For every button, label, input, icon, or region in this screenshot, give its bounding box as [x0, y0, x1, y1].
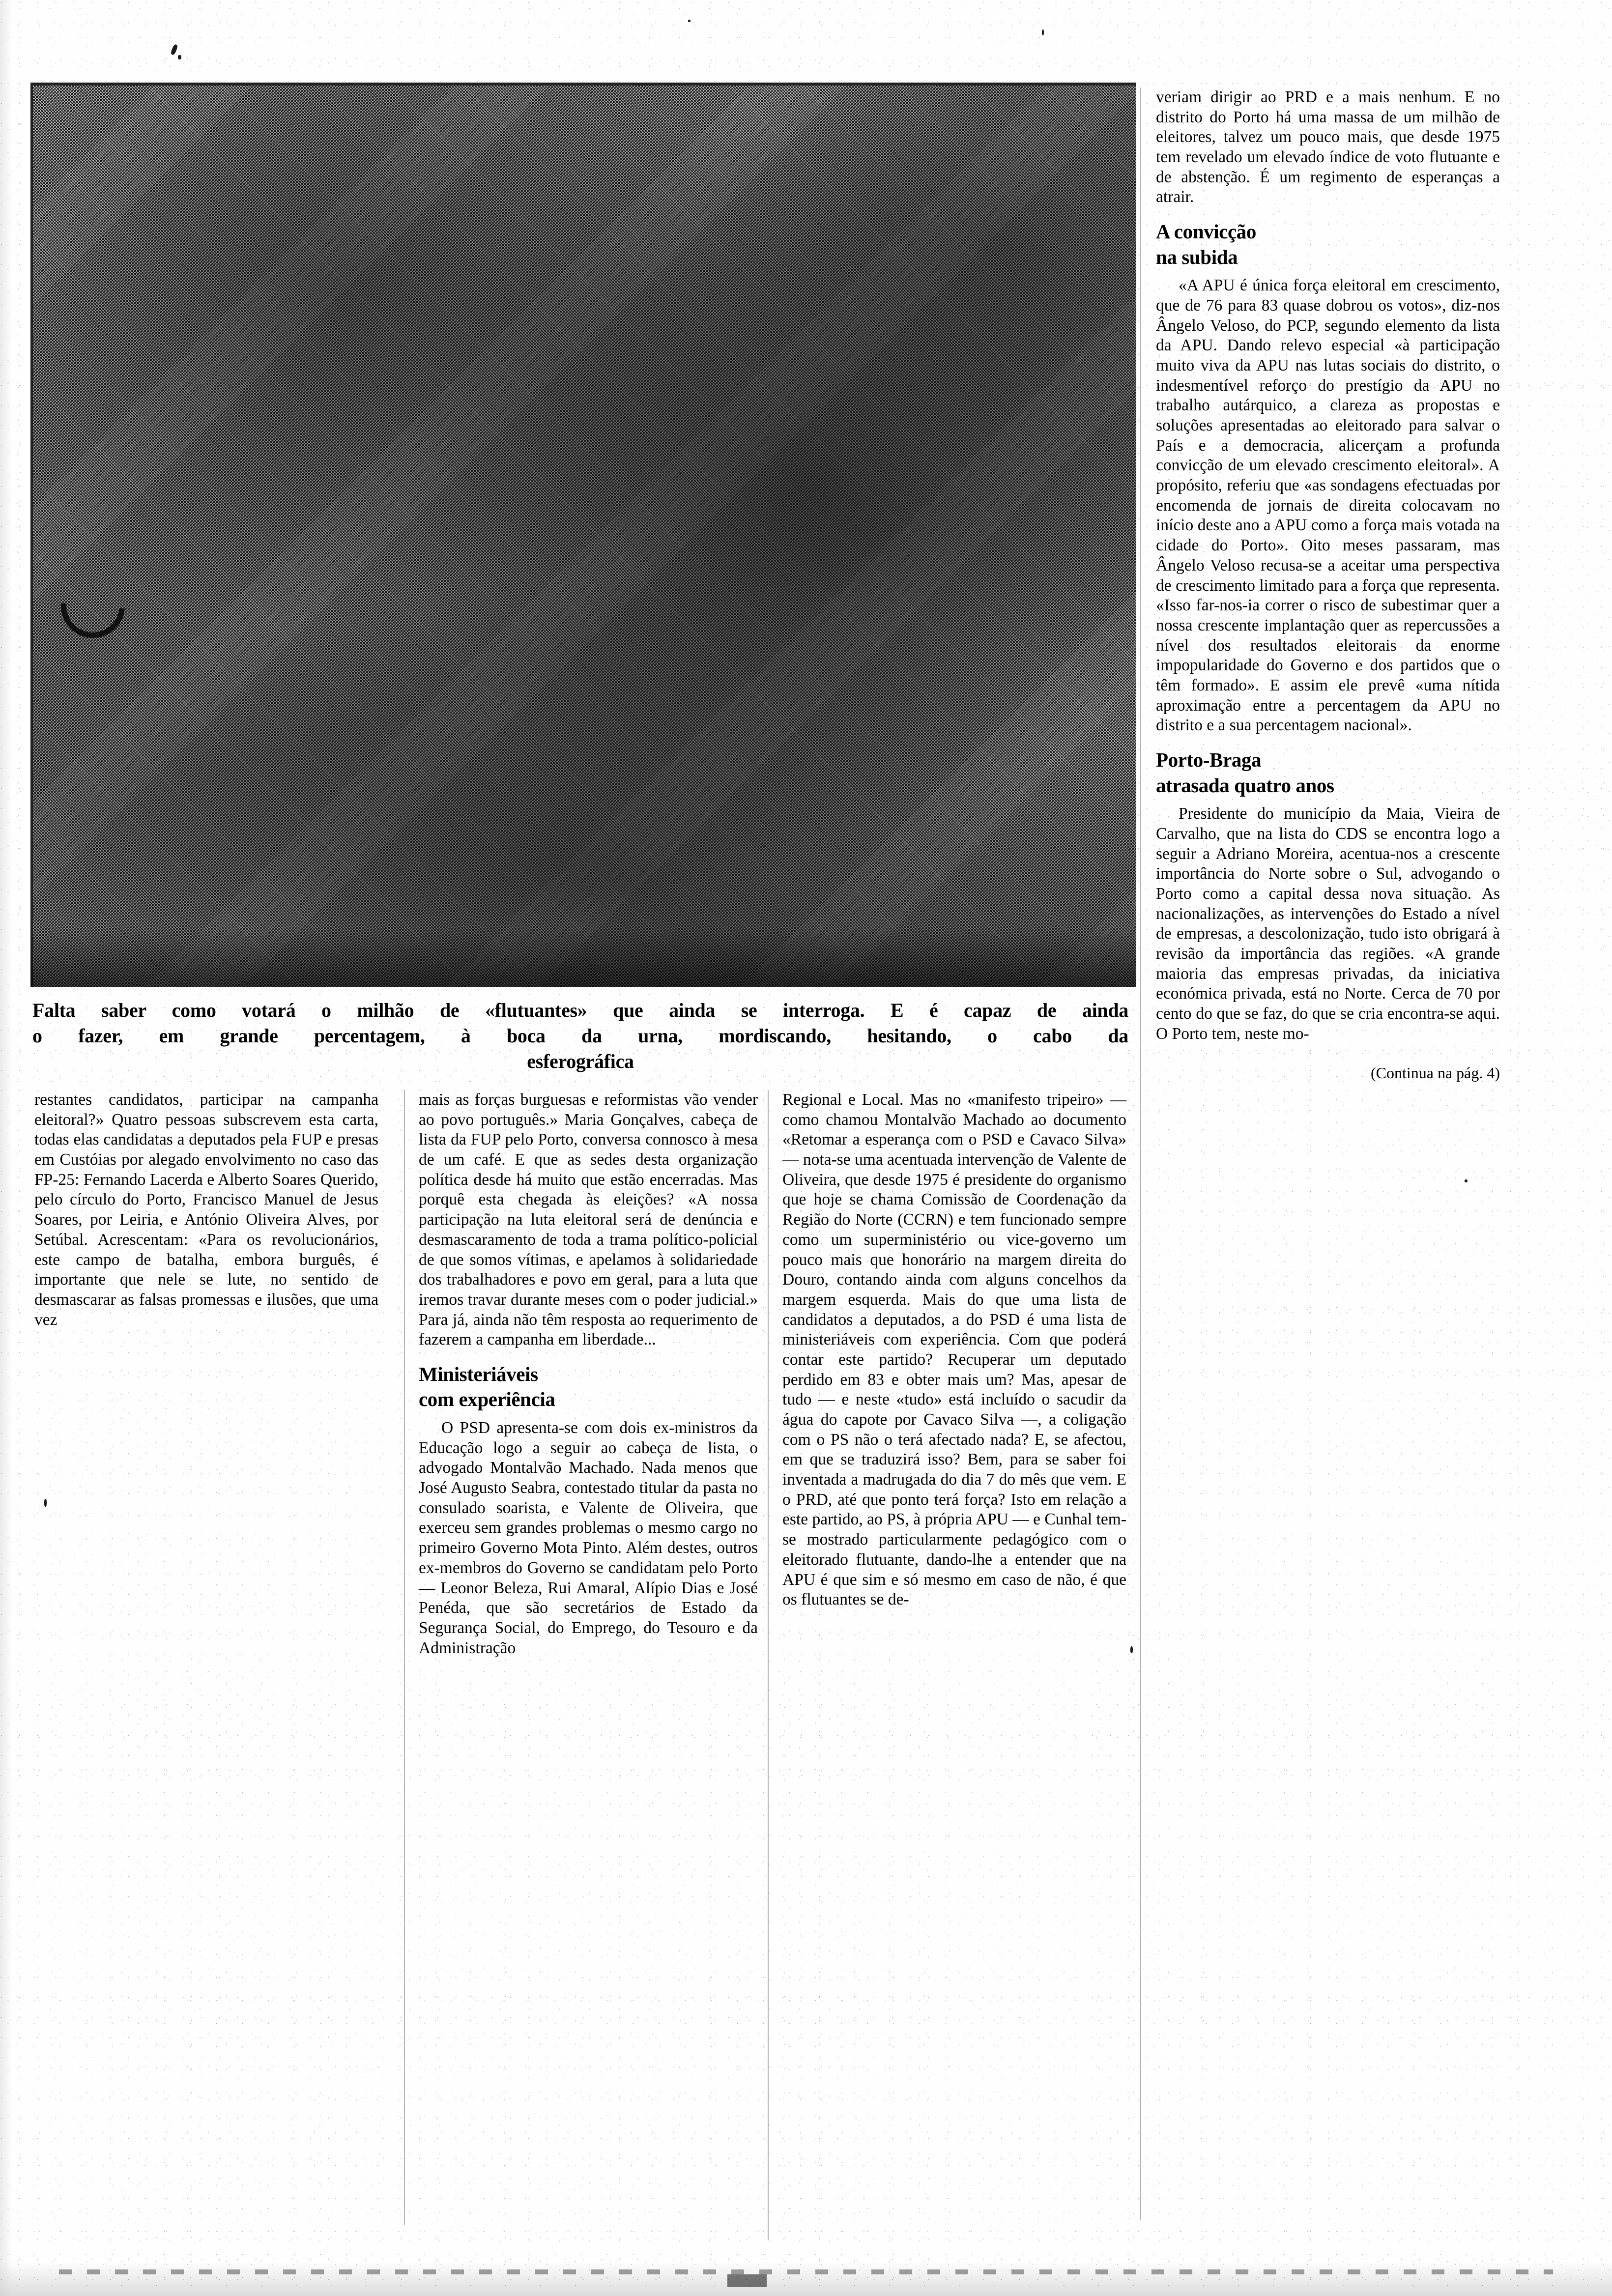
paragraph: restantes candidatos, participar na campanha eleitoral?» Quatro pessoas subscrevem esta carta, todas elas candidatas a deputados pela FUP e presas em Custóias por alegado envolvimento no caso das FP-25: Fernando Lacerda e Alberto Soares Querido, pelo círculo do Porto, Francisco Manuel de Jesus Soares, por Leiria, e António Oliveira Alves, por Setúbal. Acrescentam: «Para os revolucionários, este campo de batalha, embora burguês, é importante que nele se lute, no sentido de desmascarar as falsas promessas e ilusões, que uma vez	[34, 1091, 378, 1329]
subheading-porto-braga-line-1: Porto-Braga	[1156, 748, 1262, 772]
article-photo	[30, 83, 1136, 987]
subheading-ministeriaveis-line-2: com experiência	[419, 1388, 555, 1411]
halftone-photo-image	[30, 83, 1136, 987]
subheading-porto-braga-line-2: atrasada quatro anos	[1156, 774, 1334, 797]
paragraph: Presidente do município da Maia, Vieira de Carvalho, que na lista do CDS se encontra logo a seguir a Adriano Moreira, acentua-nos a crescente importância do Norte sobre o Sul, advogando o Porto como a capital dessa nova situação. As nacionalizações, as intervenções do Estado a nível de empresas, a descolonização, tudo isto obrigará à revisão da importância das regiões. «A grande maioria das empresas privadas, da iniciativa económica privada, está no Norte. Cerca de 70 por cento do que se faz, do que se cria encontra-se aqui. O Porto tem, neste mo-	[1156, 804, 1500, 1043]
column-divider	[1140, 87, 1141, 2220]
scan-bottom-scratch	[59, 2269, 1553, 2274]
text-column-2	[419, 1090, 758, 1658]
subheading-ministeriaveis-line-1: Ministeriáveis	[419, 1362, 538, 1385]
text-column-4	[1156, 87, 1500, 1083]
photo-caption-line-1: Falta saber como votará o milhão de «flutuantes» que ainda se interroga. E é capaz de ainda	[32, 999, 1128, 1021]
paragraph: mais as forças burguesas e reformistas vão vender ao povo português.» Maria Gonçalves, cabeça de lista da FUP pelo Porto, conversa connosco à mesa de um café. E que as sedes desta organização política desde há muito que estão encerradas. Mas porquê esta chegada às eleições? «A nossa participação na luta eleitoral será de denúncia e desmascaramento de toda a trama político-policial de que somos vítimas, e apelamos à solidariedade dos trabalhadores e povo em geral, para a luta que iremos travar durante meses com o poder judicial.» Para já, ainda não têm resposta ao requerimento de fazerem a campanha em liberdade...	[419, 1091, 758, 1349]
photo-lower-shadow	[30, 928, 1136, 987]
photo-caption-line-2: o fazer, em grande percentagem, à boca da urna, mordiscando, hesitando, o cabo da	[32, 1025, 1128, 1047]
photo-caption	[32, 998, 1128, 1074]
text-column-1	[34, 1090, 378, 1330]
subheading-a-conviccao-line-2: na subida	[1156, 245, 1238, 268]
paragraph: Regional e Local. Mas no «manifesto tripeiro» — como chamou Montalvão Machado ao documento «Retomar a esperança com o PSD e Cavaco Silva» — nota-se uma acentuada intervenção de Valente de Oliveira, que desde 1975 é presidente do organismo que hoje se chama Comissão de Coordenação da Região do Norte (CCRN) e tem funcionado sempre como um superministério ou vice-governo um pouco mais que honorário na margem direita do Douro, contando ainda com alguns concelhos da margem esquerda. Mais do que uma lista de candidatos a deputados, a do PSD é uma lista de ministeriáveis com experiência. Com que poderá contar este partido? Recuperar um deputado perdido em 83 e obter mais um? Mas, apesar de tudo — e neste «tudo» está incluído o sacudir da água do capote por Cavaco Silva —, a coligação com o PS não o terá afectado nada? E, se afectou, em que se traduzirá isso? Bem, para se saber foi inventada a madrugada do dia 7 do mês que vem. E o PRD, até que ponto terá força? Isto em relação a este partido, ao PS, à própria APU — e Cunhal tem-se mostrado particularmente pedagógico com o eleitorado flutuante, dando-lhe a entender que na APU é que sim e só mesmo em caso de não, é que os flutuantes se de-	[782, 1091, 1126, 1609]
scan-speck	[1042, 29, 1044, 35]
subheading-a-conviccao-line-1: A convicção	[1156, 220, 1256, 243]
scan-bottom-edge-shadow	[0, 2262, 1612, 2296]
scan-speck	[170, 44, 178, 56]
continuation-note: (Continua na pág. 4)	[1370, 1064, 1500, 1082]
paragraph: «A APU é única força eleitoral em crescimento, que de 76 para 83 quase dobrou os votos», diz-nos Ângelo Veloso, do PCP, segundo elemento da lista da APU. Dando relevo especial «à participação muito viva da APU nas lutas sociais do distrito, o indesmentível reforço do prestígio da APU no trabalho autárquico, a clareza as propostas e soluções apresentadas ao eleitorado para salvar o País e a democracia, alicerçam a profunda convicção de um elevado crescimento eleitoral». A propósito, referiu que «as sondagens efectuadas por encomenda de jornais de direita colocavam no início deste ano a APU como a força mais votada na cidade do Porto». Oito meses passaram, mas Ângelo Veloso recusa-se a aceitar uma perspectiva de crescimento limitado para a força que representa. «Isso far-nos-ia correr o risco de subestimar quer a nossa crescente implantação quer as repercussões a nível dos resultados eleitorais da enorme impopularidade do Governo e dos partidos que o têm formado». E assim ele prevê «uma nítida aproximação entre a percentagem da APU no distrito e a sua percentagem nacional».	[1156, 276, 1500, 735]
paragraph: veriam dirigir ao PRD e a mais nenhum. E no distrito do Porto há uma massa de um milhão de eleitores, talvez um pouco mais, que desde 1975 tem revelado um elevado índice de voto flutuante e de abstenção. É um regimento de esperanças a atrair.	[1156, 88, 1500, 206]
paragraph: O PSD apresenta-se com dois ex-ministros da Educação logo a seguir ao cabeça de lista, o advogado Montalvão Machado. Nada menos que José Augusto Seabra, contestado titular da pasta no consulado soarista, e Valente de Oliveira, que exerceu sem grandes problemas o mesmo cargo no primeiro Governo Mota Pinto. Além destes, outros ex-membros do Governo se candidatam pelo Porto — Leonor Beleza, Rui Amaral, Alípio Dias e José Penéda, que são secretários de Estado da Segurança Social, do Emprego, do Tesouro e da Administração	[419, 1419, 758, 1657]
column-divider	[404, 1090, 405, 2225]
scan-bottom-blot	[727, 2274, 767, 2287]
photo-caption-line-3: esferográfica	[527, 1050, 634, 1072]
column-divider	[768, 1090, 769, 2240]
scan-speck	[688, 20, 691, 22]
scan-left-edge-shadow	[0, 0, 13, 2296]
article-layout	[30, 83, 1548, 2196]
text-column-3	[782, 1090, 1126, 1610]
scan-speck	[178, 55, 181, 59]
